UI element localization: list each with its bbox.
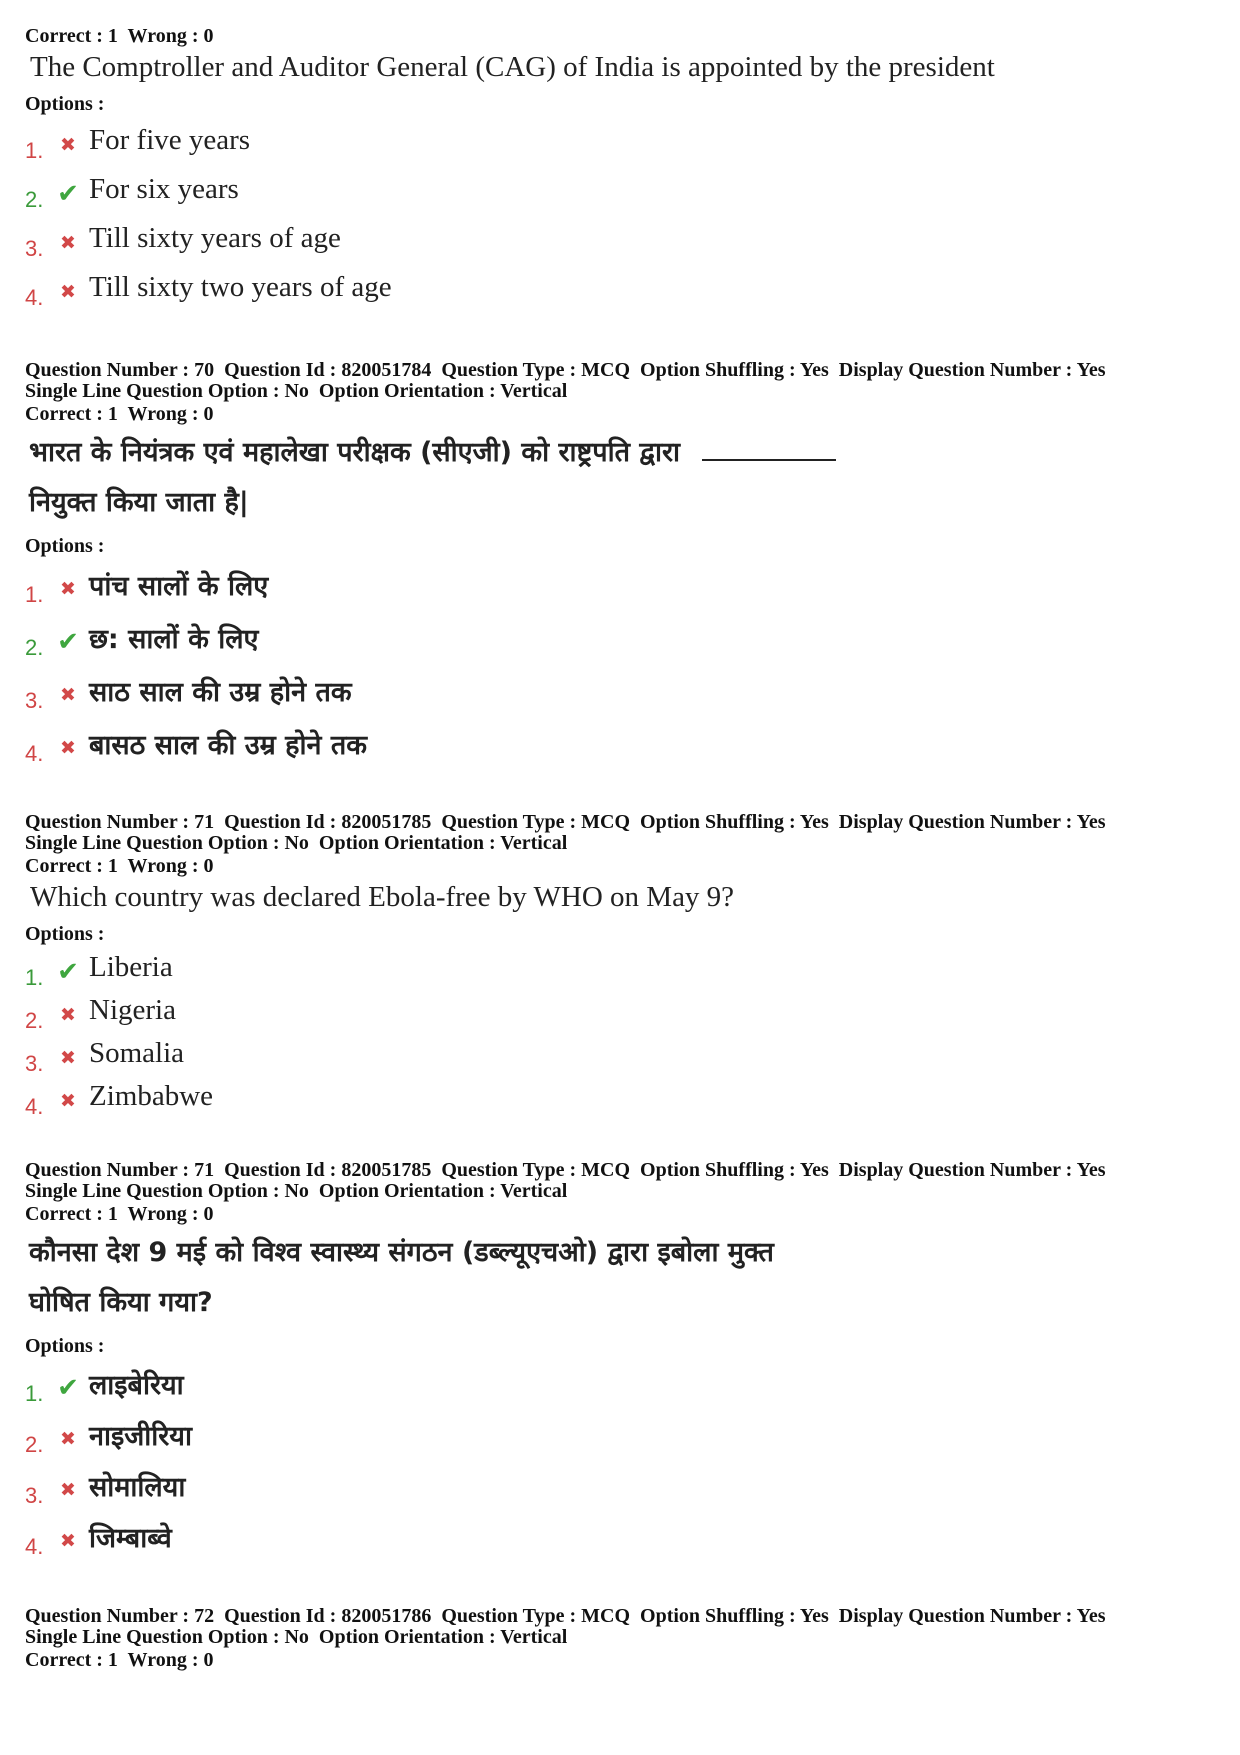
option-1	[25, 558, 1215, 611]
option-text: नाइजीरिया	[89, 1421, 192, 1452]
option-number: 4.	[25, 1093, 44, 1119]
option-text: Till sixty years of age	[89, 222, 341, 254]
question-meta-line: Single Line Question Option : No Option Orientation : Vertical	[25, 1180, 568, 1202]
question-meta-line: Single Line Question Option : No Option Orientation : Vertical	[25, 1626, 568, 1648]
option-2	[25, 611, 1215, 664]
option-3	[25, 664, 1215, 717]
option-text: छ: सालों के लिए	[89, 624, 259, 655]
option-number: 3.	[25, 1050, 44, 1076]
question-meta-line: Question Number : 70 Question Id : 820051784 Question Type : MCQ Option Shuffling : Yes Display Question Number : Yes	[25, 359, 1106, 381]
question-meta-line: Single Line Question Option : No Option Orientation : Vertical	[25, 380, 568, 402]
options-label: Options :	[25, 1335, 105, 1357]
question-text	[29, 1228, 1215, 1328]
option-4	[25, 1511, 1215, 1562]
options-label: Options :	[25, 535, 105, 557]
cross-icon: ✖	[60, 1046, 76, 1069]
option-3	[25, 1032, 1215, 1075]
cross-icon: ✖	[60, 1478, 76, 1501]
cross-icon: ✖	[60, 280, 76, 303]
cross-icon: ✖	[60, 1089, 76, 1112]
question-block-71-en	[25, 812, 1215, 1118]
option-3	[25, 1460, 1215, 1511]
option-number: 1.	[25, 964, 44, 990]
score-line: Correct : 1 Wrong : 0	[25, 25, 214, 47]
answer-blank	[702, 441, 836, 461]
cross-icon: ✖	[60, 1427, 76, 1450]
option-text: साठ साल की उम्र होने तक	[89, 677, 352, 708]
check-icon: ✔	[57, 178, 79, 209]
question-line: The Comptroller and Auditor General (CAG) of India is appointed by the president	[30, 51, 995, 83]
question-text	[30, 50, 1215, 84]
option-text: लाइबेरिया	[89, 1370, 184, 1401]
question-text	[29, 428, 1215, 528]
question-line: घोषित किया गया?	[29, 1287, 213, 1318]
question-meta-line: Single Line Question Option : No Option Orientation : Vertical	[25, 832, 568, 854]
option-text: For six years	[89, 173, 239, 205]
option-number: 3.	[25, 687, 44, 713]
option-number: 4.	[25, 284, 44, 310]
option-2	[25, 989, 1215, 1032]
option-1	[25, 946, 1215, 989]
check-icon: ✔	[57, 1372, 79, 1403]
question-text	[30, 880, 1215, 914]
options-label: Options :	[25, 923, 105, 945]
option-text: Liberia	[89, 951, 173, 983]
option-3	[25, 214, 1215, 263]
check-icon: ✔	[57, 956, 79, 987]
question-line-text: भारत के नियंत्रक एवं महालेखा परीक्षक (सीएजी) को राष्ट्रपति द्वारा	[29, 437, 680, 468]
question-meta-line: Question Number : 71 Question Id : 820051785 Question Type : MCQ Option Shuffling : Yes Display Question Number : Yes	[25, 1159, 1106, 1181]
option-number: 3.	[25, 1482, 44, 1508]
option-number: 2.	[25, 634, 44, 660]
question-block-69-en	[25, 24, 1215, 312]
cross-icon: ✖	[60, 1529, 76, 1552]
option-text: सोमालिया	[89, 1472, 186, 1503]
option-text: For five years	[89, 124, 251, 156]
cross-icon: ✖	[60, 736, 76, 759]
option-number: 2.	[25, 186, 44, 212]
option-4	[25, 717, 1215, 770]
score-line: Correct : 1 Wrong : 0	[25, 1203, 214, 1225]
question-line: कौनसा देश 9 मई को विश्व स्वास्थ्य संगठन (डब्ल्यूएचओ) द्वारा इबोला मुक्त	[29, 1237, 774, 1268]
question-meta-line: Question Number : 71 Question Id : 820051785 Question Type : MCQ Option Shuffling : Yes Display Question Number : Yes	[25, 811, 1106, 833]
question-line	[29, 428, 1215, 478]
option-2	[25, 165, 1215, 214]
option-number: 3.	[25, 235, 44, 261]
option-4	[25, 263, 1215, 312]
option-text: Somalia	[89, 1037, 185, 1069]
option-number: 2.	[25, 1007, 44, 1033]
option-text: Till sixty two years of age	[89, 271, 392, 303]
question-block-70	[25, 360, 1215, 770]
cross-icon: ✖	[60, 683, 76, 706]
question-line: Which country was declared Ebola-free by WHO on May 9?	[30, 881, 735, 913]
option-text: Nigeria	[89, 994, 176, 1026]
question-meta-line: Question Number : 72 Question Id : 820051786 Question Type : MCQ Option Shuffling : Yes Display Question Number : Yes	[25, 1605, 1106, 1627]
options-label: Options :	[25, 93, 105, 115]
option-2	[25, 1409, 1215, 1460]
cross-icon: ✖	[60, 1003, 76, 1026]
question-paper	[25, 24, 1215, 1672]
score-line: Correct : 1 Wrong : 0	[25, 855, 214, 877]
option-number: 1.	[25, 581, 44, 607]
option-text: बासठ साल की उम्र होने तक	[89, 730, 368, 761]
cross-icon: ✖	[60, 133, 76, 156]
option-1	[25, 116, 1215, 165]
option-text: जिम्बाब्वे	[89, 1523, 172, 1554]
option-number: 1.	[25, 1380, 44, 1406]
option-text: पांच सालों के लिए	[89, 571, 269, 602]
option-4	[25, 1075, 1215, 1118]
question-line: नियुक्त किया जाता है|	[29, 487, 249, 518]
cross-icon: ✖	[60, 231, 76, 254]
option-number: 4.	[25, 740, 44, 766]
cross-icon: ✖	[60, 577, 76, 600]
question-block-72	[25, 1606, 1215, 1672]
option-text: Zimbabwe	[89, 1080, 214, 1112]
option-number: 1.	[25, 137, 44, 163]
score-line: Correct : 1 Wrong : 0	[25, 403, 214, 425]
question-block-71-hi	[25, 1160, 1215, 1562]
option-number: 2.	[25, 1431, 44, 1457]
option-number: 4.	[25, 1533, 44, 1559]
score-line: Correct : 1 Wrong : 0	[25, 1649, 214, 1671]
check-icon: ✔	[57, 626, 79, 657]
option-1	[25, 1358, 1215, 1409]
